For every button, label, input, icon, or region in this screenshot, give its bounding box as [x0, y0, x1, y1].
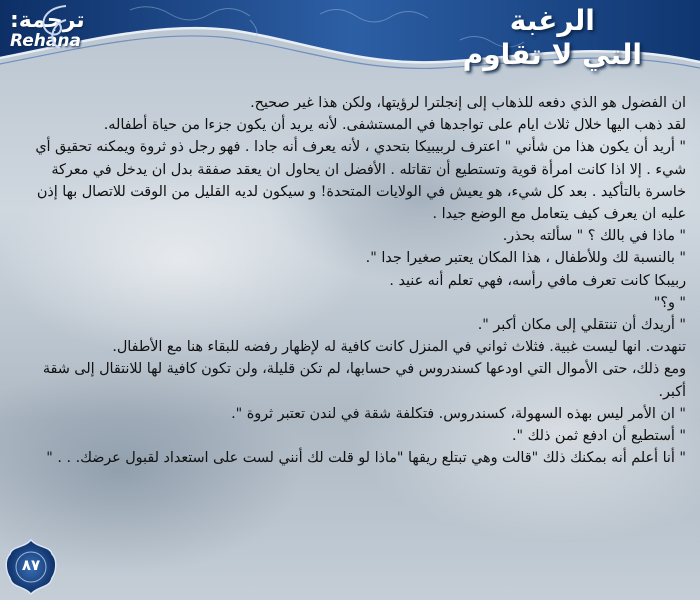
paragraph: " بالنسبة لك وللأطفال ، هذا المكان يعتبر صغيرا جدا ". — [365, 250, 686, 267]
paragraph: " و؟" — [653, 294, 686, 311]
book-title-line1: الرغبة — [509, 4, 595, 37]
header-banner — [0, 0, 700, 90]
paragraph: ربيبكا كانت تعرف مافي رأسه، فهي تعلم أنه عنيد . — [389, 272, 686, 289]
paragraph: ومع ذلك، حتى الأموال التي اودعها كسندروس في حسابها، لم تكن قليلة، ولن تكون كافية لها للانتقال إلى شقة أكبر. — [42, 361, 686, 400]
paragraph: لقد ذهب اليها خلال ثلاث ايام على تواجدها في المستشفى. لأنه يريد أن يكون جزءا من حياة أطفاله. — [103, 117, 686, 134]
translator-name: Rehana — [10, 31, 81, 51]
paragraph: " أنا أعلم أنه بمكنك ذلك "قالت وهي تبتلع ريقها "ماذا لو قلت لك أنني لست على استعداد لقبول عرضك. . . " — [46, 450, 686, 467]
corner-swirl-ornament — [0, 0, 70, 70]
translator-label: ترجمة: — [10, 8, 85, 33]
paragraph: ان الفضول هو الذي دفعه للذهاب إلى إنجلترا لرؤيتها، ولكن هذا غير صحيح. — [250, 95, 686, 111]
paragraph: " ان الأمر ليس بهذه السهولة، كسندروس. فتكلفة شقة في لندن تعتبر ثروة ". — [231, 405, 686, 422]
paragraph: " أستطيع أن ادفع ثمن ذلك ". — [511, 428, 686, 445]
chapter-text — [14, 92, 686, 469]
book-title — [463, 4, 642, 72]
book-title-line2: التي لا تقاوم — [462, 38, 642, 71]
page-number-badge — [2, 538, 60, 596]
paragraph: " أريدك أن تنتقلي إلى مكان أكبر ". — [477, 317, 686, 334]
paragraph: " ماذا في بالك ؟ " سألته بحذر. — [502, 228, 686, 245]
paragraph: تنهدت. انها ليست غبية. فثلاث ثواني في المنزل كانت كافية له لإظهار رفضه للبقاء هنا مع الأطفال. — [112, 339, 686, 356]
page-number: ٨٧ — [21, 556, 41, 574]
paragraph: " أريد أن يكون هذا من شأني " اعترف لربيبيكا بتحدي ، لأنه يعرف أنه جادا . فهو رجل ذو ثروة ويمكنه تحقيق أي شيء . إلا اذا كانت امرأة قوية وتستطيع أن تقاتله . الأفضل ان يحاول ان يعقد صفقة بدل ان يدخل في معركة خاسرة بالتأكيد . بعد كل شيء، هو يعيش في الولايات المتحدة! و سيكون لديه القليل من الوقت للاتصال بها إذن عليه ان يعرف كيف يتعامل مع الوضع جيدا . — [35, 139, 686, 223]
